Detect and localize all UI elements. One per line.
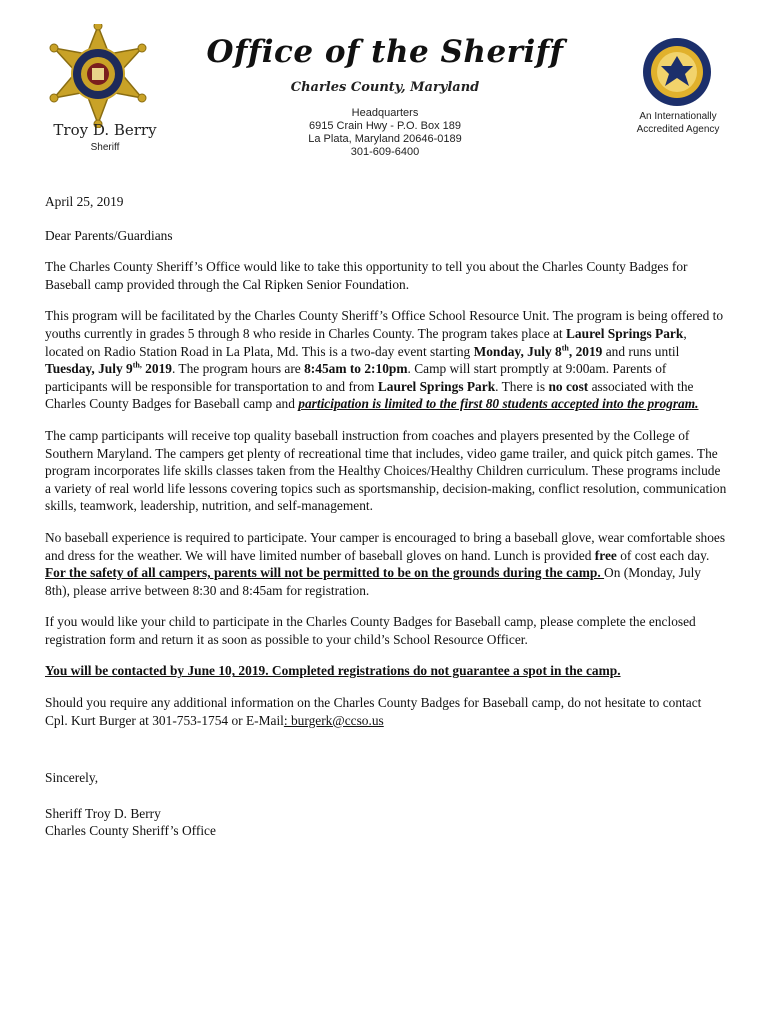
headquarters-address	[270, 107, 500, 159]
text-span: of cost each day.	[616, 547, 710, 563]
letter-date: April 25, 2019	[45, 194, 124, 209]
no-cost-bold: no cost	[548, 378, 589, 394]
sheriff-badge-logo	[46, 24, 150, 128]
text-span: , located on Radio Station Road in La Plata, Md. This is a two-day event starting	[45, 325, 687, 359]
text-span: associated with the Charles County Badges for Baseball camp and	[45, 378, 694, 412]
salutation: Dear Parents/Guardians	[45, 227, 173, 243]
safety-notice: For the safety of all campers, parents will not be permitted to be on the grounds during the camp.	[45, 565, 605, 581]
accredited-line1: An Internationally	[639, 111, 717, 122]
paragraph-program-details	[45, 307, 727, 413]
location-bold: Laurel Springs Park	[377, 378, 496, 394]
county-subtitle: Charles County, Maryland	[290, 80, 480, 95]
sheriff-title: Sheriff	[90, 142, 120, 153]
text-span: . There is	[495, 378, 549, 394]
text-span: . The program hours are	[171, 361, 305, 377]
contact-deadline-notice: You will be contacted by June 10, 2019. Completed registrations do not guarantee a spot in the camp.	[45, 663, 621, 679]
paragraph-intro: The Charles County Sheriff’s Office would like to take this opportunity to tell you about the Charles County Badges for Baseball camp provided through the Cal Ripken Senior Foundation.	[45, 259, 688, 292]
paragraph-requirements	[45, 529, 727, 599]
text-span: Monday, July 8	[473, 343, 562, 359]
paragraph-registration: If you would like your child to participate in the Charles County Badges for Baseball camp, please complete the enclosed registration form and return it as soon as possible to your child’s School Resource Officer.	[45, 614, 696, 647]
superscript: th	[561, 343, 569, 353]
participation-limit-notice: participation is limited to the first 80 students accepted into the program.	[298, 396, 699, 412]
accredited-line2: Accredited Agency	[636, 124, 720, 135]
superscript: th,	[132, 360, 142, 370]
signature-name: Sheriff Troy D. Berry	[45, 805, 161, 821]
closing: Sincerely,	[45, 770, 99, 786]
letter-body	[45, 193, 727, 840]
text-span: Should you require any additional information on the Charles County Badges for Baseball camp, do not hesitate to contact Cpl. Kurt Burger at 301-753-1754 or E-Mail	[45, 695, 702, 728]
hq-address-line2: La Plata, Maryland 20646-0189	[308, 133, 462, 145]
free-bold: free	[594, 547, 617, 563]
sheriff-name: Troy D. Berry	[53, 121, 157, 139]
text-span: and runs until	[602, 343, 680, 359]
text-span: Tuesday, July 9	[45, 361, 133, 377]
end-date-bold	[45, 361, 172, 376]
office-title: Office of the Sheriff	[206, 34, 564, 70]
paragraph-camp-activities: The camp participants will receive top quality baseball instruction from coaches and players presented by the College of Southern Maryland. The campers get plenty of recreational time that includes, video game trailer, and quick pitch games. The program incorporates life skills classes taken from the Healthy Choices/Healthy Children curriculum. These programs include a variety of real world life lessons covering topics such as sportsmanship, decision-making, conflict resolution, communication skills, teamwork, leadership, nutrition, and self-management.	[45, 427, 727, 514]
accreditation-text	[618, 110, 738, 136]
paragraph-contact	[45, 694, 727, 729]
email-link[interactable]: : burgerk@ccso.us	[283, 712, 384, 728]
letterhead	[0, 0, 770, 170]
accreditation-seal-logo	[637, 36, 717, 108]
hq-address-line1: 6915 Crain Hwy - P.O. Box 189	[308, 120, 462, 132]
signature-office: Charles County Sheriff’s Office	[45, 823, 216, 839]
text-span: On (Monday, July 8th), please arrive between 8:30 and 8:45am for registration.	[45, 565, 701, 598]
hours-bold: 8:45am to 2:10pm	[304, 361, 408, 377]
text-span: This program will be facilitated by the Charles County Sheriff’s Office School Resource Unit. The program is being offered to youths currently in grades 5 through 8 who reside in Charles County. The program takes place at	[45, 308, 724, 341]
location-bold: Laurel Springs Park	[566, 325, 684, 341]
hq-title: Headquarters	[351, 107, 419, 119]
text-span: . Camp will start promptly at 9:00am. Parents of participants will be responsible for transportation to and from	[45, 361, 667, 394]
start-date-bold	[474, 344, 603, 359]
hq-phone: 301-609-6400	[350, 146, 420, 158]
text-span: 2019	[141, 361, 172, 377]
text-span: No baseball experience is required to participate. Your camper is encouraged to bring a baseball glove, wear comfortable shoes and dress for the weather. We will have limited number of baseball gloves on hand. Lunch is provided	[45, 529, 726, 563]
text-span: , 2019	[568, 343, 603, 359]
